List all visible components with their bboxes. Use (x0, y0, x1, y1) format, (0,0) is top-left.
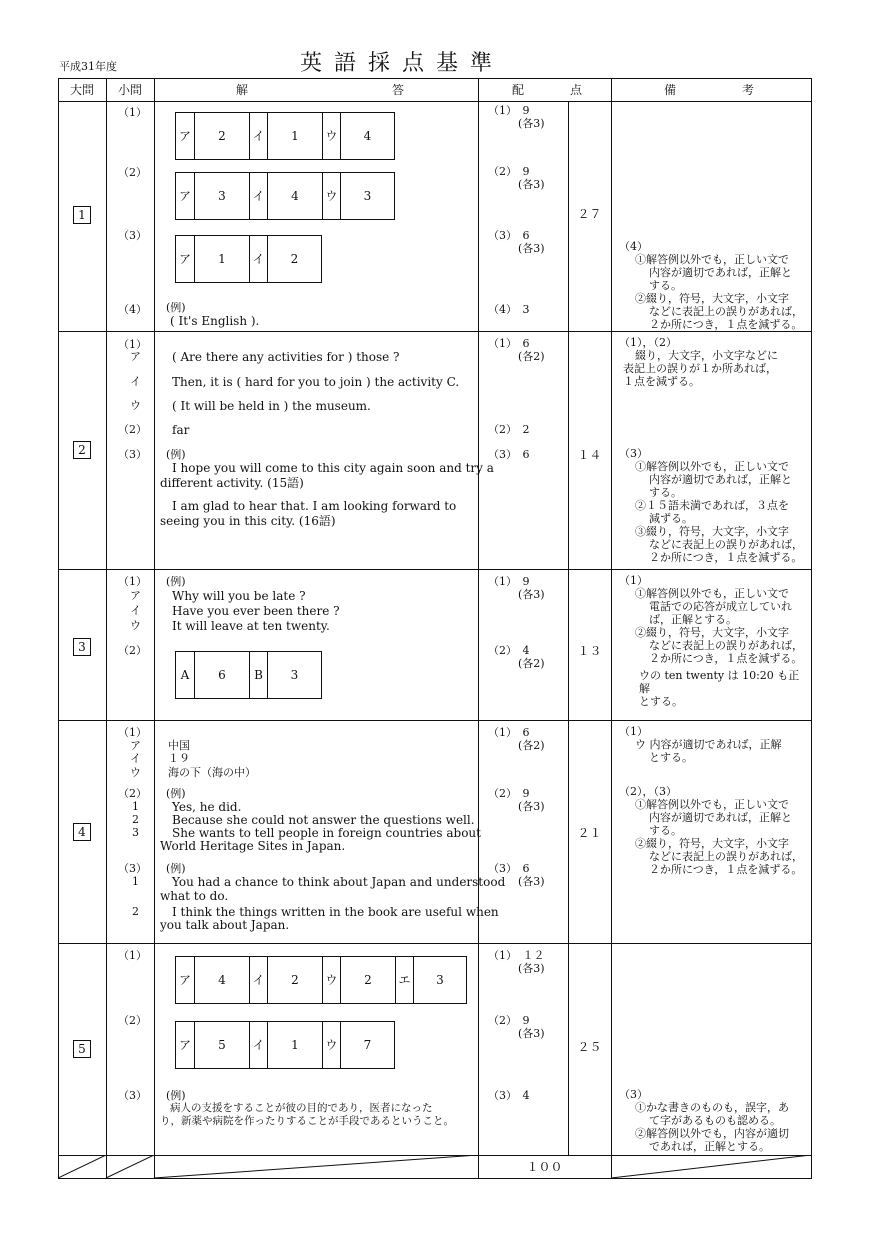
row-divider (58, 720, 812, 721)
remark: （1） ①解答例以外でも，正しい文で 電話での応答が成立していれ ば，正解とする。 ②綴り，符号，大文字，小文字 などに表記上の誤りがあれば， ２か所につき，１点を減ずる。 ウの ten twenty は 10:20 も正解 とする。 (619, 574, 803, 708)
example-label: (例) (166, 862, 186, 875)
answer-text: World Heritage Sites in Japan. (160, 839, 346, 853)
col-header-points: 点 (569, 83, 582, 97)
question-number: 3 (73, 638, 91, 656)
remark: （3） ①解答例以外でも，正しい文で 内容が適切であれば，正解と する。 ②１５語未満であれば，３点を 減ずる。 ③綴り，符号，大文字，小文字 などに表記上の誤りがあれば， ２か所につき，１点を減ずる。 (619, 447, 803, 564)
answer-box: ア 5 イ 1 ウ 7 (175, 1021, 395, 1069)
sub-label: （3） (118, 1089, 147, 1102)
sub-label: ウ (130, 766, 141, 779)
sub-label: （4） (118, 303, 147, 316)
year-label: 平成31年度 (59, 60, 117, 73)
answer-text: seeing you in this city. (16語) (160, 514, 336, 528)
sub-label: ウ (130, 619, 141, 632)
sub-label: イ (130, 752, 141, 765)
sub-label: 1 (132, 800, 139, 813)
sub-label: （3） (118, 448, 147, 461)
answer-text: I think the things written in the book are useful when (172, 905, 499, 919)
col-header-answer: 解 (235, 83, 248, 97)
col-header-points: 配 (511, 83, 524, 97)
points-note: (各2) (518, 657, 545, 670)
answer-text: 中国 (168, 739, 190, 752)
answer-text: different activity. (15語) (160, 476, 304, 490)
col-line (811, 78, 812, 1179)
answer-text: ( It's English ). (170, 314, 260, 328)
col-line (154, 78, 155, 1179)
subtotal: ２１ (577, 826, 602, 840)
row-divider (58, 331, 812, 332)
points: （1） 9 (488, 104, 530, 117)
col-line (611, 78, 612, 1179)
answer-text: It will leave at ten twenty. (172, 619, 330, 633)
points-note: (各3) (518, 242, 545, 255)
header-divider (58, 101, 812, 102)
points: （2） 9 (488, 1014, 530, 1027)
sub-label: ア (130, 589, 141, 602)
remark: （4） ①解答例以外でも，正しい文で 内容が適切であれば，正解と する。 ②綴り，符号，大文字，小文字 などに表記上の誤りがあれば， ２か所につき，１点を減ずる。 (619, 240, 803, 331)
answer-box: ア 4 イ 2 ウ 2 エ 3 (175, 956, 467, 1004)
answer-text: I hope you will come to this city again soon and try a (172, 461, 494, 475)
grand-total: １００ (526, 1160, 563, 1174)
sub-label: （2） (118, 787, 147, 800)
sub-label: （3） (118, 229, 147, 242)
points-note: (各3) (518, 1027, 545, 1040)
points-note: (各2) (518, 350, 545, 363)
example-label: (例) (166, 448, 186, 461)
points: （1） １２ (488, 949, 545, 962)
points-note: (各3) (518, 178, 545, 191)
subtotal: １３ (577, 644, 602, 658)
answer-text: ( Are there any activities for ) those ? (172, 350, 400, 364)
sub-label: （2） (118, 423, 147, 436)
sub-label: ア (130, 350, 141, 363)
points: （4） 3 (488, 303, 530, 316)
remark: （3） ①かな書きのものも，誤字，あ て字があるものも認める。 ②解答例以外でも，内容が適切 であれば，正解とする。 (619, 1088, 789, 1153)
total-row-diagonals (58, 1155, 812, 1179)
question-number: 1 (73, 206, 91, 224)
answer-text: り，新薬や病院を作ったりすることが手段であるということ。 (160, 1115, 454, 1127)
sub-label: イ (130, 604, 141, 617)
sub-label: （1） (118, 726, 147, 739)
answer-text: She wants to tell people in foreign countries about (172, 826, 481, 840)
col-line (106, 78, 107, 1179)
answer-text: Because she could not answer the questions well. (172, 813, 475, 827)
sub-label: イ (130, 375, 141, 388)
answer-text: 海の下（海の中） (168, 766, 256, 779)
answer-box: ア 3 イ 4 ウ 3 (175, 172, 395, 220)
answer-text: Yes, he did. (172, 800, 242, 814)
question-number: 5 (73, 1040, 91, 1058)
points: （2） 9 (488, 787, 530, 800)
answer-text: what to do. (160, 889, 229, 903)
sub-label: 1 (132, 875, 139, 888)
remark: （1） ウ 内容が適切であれば，正解 とする。 (619, 725, 782, 764)
answer-box: A 6 B 3 (175, 651, 322, 699)
answer-text: far (172, 423, 190, 437)
example-label: (例) (166, 787, 186, 800)
points-note: (各2) (518, 739, 545, 752)
sub-label: ア (130, 739, 141, 752)
col-header-q: 大問 (69, 83, 94, 97)
question-number: 2 (73, 441, 91, 459)
subtotal: １４ (577, 448, 602, 462)
answer-text: Why will you be late ? (172, 589, 306, 603)
col-line (58, 78, 59, 1179)
col-header-answer: 答 (391, 83, 404, 97)
remark: （1），（2） 綴り，大文字，小文字などに 表記上の誤りが１か所あれば， １点を減ずる。 (619, 336, 778, 388)
sub-label: （2） (118, 166, 147, 179)
question-number: 4 (73, 823, 91, 841)
sub-label: ウ (130, 399, 141, 412)
answer-text: You had a chance to think about Japan and understood (172, 875, 506, 889)
answer-text: １９ (168, 752, 190, 765)
points: （3） 6 (488, 229, 530, 242)
answer-text: ( It will be held in ) the museum. (172, 399, 371, 413)
row-divider (58, 569, 812, 570)
col-line (568, 101, 569, 1155)
remark: （2），（3） ①解答例以外でも，正しい文で 内容が適切であれば，正解と する。 ②綴り，符号，大文字，小文字 などに表記上の誤りがあれば， ２か所につき，１点を減ずる。 (619, 785, 803, 876)
subtotal: ２５ (577, 1040, 602, 1054)
col-header-remarks: 考 (741, 83, 754, 97)
example-label: (例) (166, 301, 186, 314)
example-label: (例) (166, 1089, 186, 1102)
points: （1） 6 (488, 726, 530, 739)
sub-label: （2） (118, 644, 147, 657)
points-note: (各3) (518, 962, 545, 975)
table-border-top (58, 78, 812, 79)
points: （2） 9 (488, 165, 530, 178)
points-note: (各3) (518, 800, 545, 813)
page-title: 英語採点基準 (300, 51, 505, 76)
sub-label: （3） (118, 862, 147, 875)
answer-text: Then, it is ( hard for you to join ) the activity C. (172, 375, 460, 389)
sub-label: 2 (132, 905, 139, 918)
points: （1） 9 (488, 575, 530, 588)
sub-label: （2） (118, 1014, 147, 1027)
col-header-sub: 小問 (117, 83, 142, 97)
points: （2） 4 (488, 644, 530, 657)
col-line (478, 78, 479, 1179)
sub-label: 2 (132, 813, 139, 826)
answer-box: ア 2 イ 1 ウ 4 (175, 112, 395, 160)
sub-label: 3 (132, 826, 139, 839)
answer-box: ア 1 イ 2 (175, 235, 322, 283)
row-divider (58, 943, 812, 944)
col-header-remarks: 備 (663, 83, 676, 97)
points: （2） 2 (488, 423, 530, 436)
points-note: (各3) (518, 588, 545, 601)
example-label: (例) (166, 575, 186, 588)
sub-label: （1） (118, 106, 147, 119)
answer-text: Have you ever been there ? (172, 604, 340, 618)
answer-text: 病人の支援をすることが彼の目的であり，医者になった (170, 1102, 433, 1114)
points-note: (各3) (518, 875, 545, 888)
answer-text: you talk about Japan. (160, 918, 290, 932)
points: （3） 6 (488, 862, 530, 875)
sub-label: （1） (118, 338, 147, 351)
answer-text: I am glad to hear that. I am looking forward to (172, 499, 457, 513)
points: （1） 6 (488, 337, 530, 350)
points-note: (各3) (518, 117, 545, 130)
subtotal: ２７ (577, 207, 602, 221)
sub-label: （1） (118, 949, 147, 962)
sub-label: （1） (118, 575, 147, 588)
points: （3） 4 (488, 1089, 530, 1102)
points: （3） 6 (488, 448, 530, 461)
